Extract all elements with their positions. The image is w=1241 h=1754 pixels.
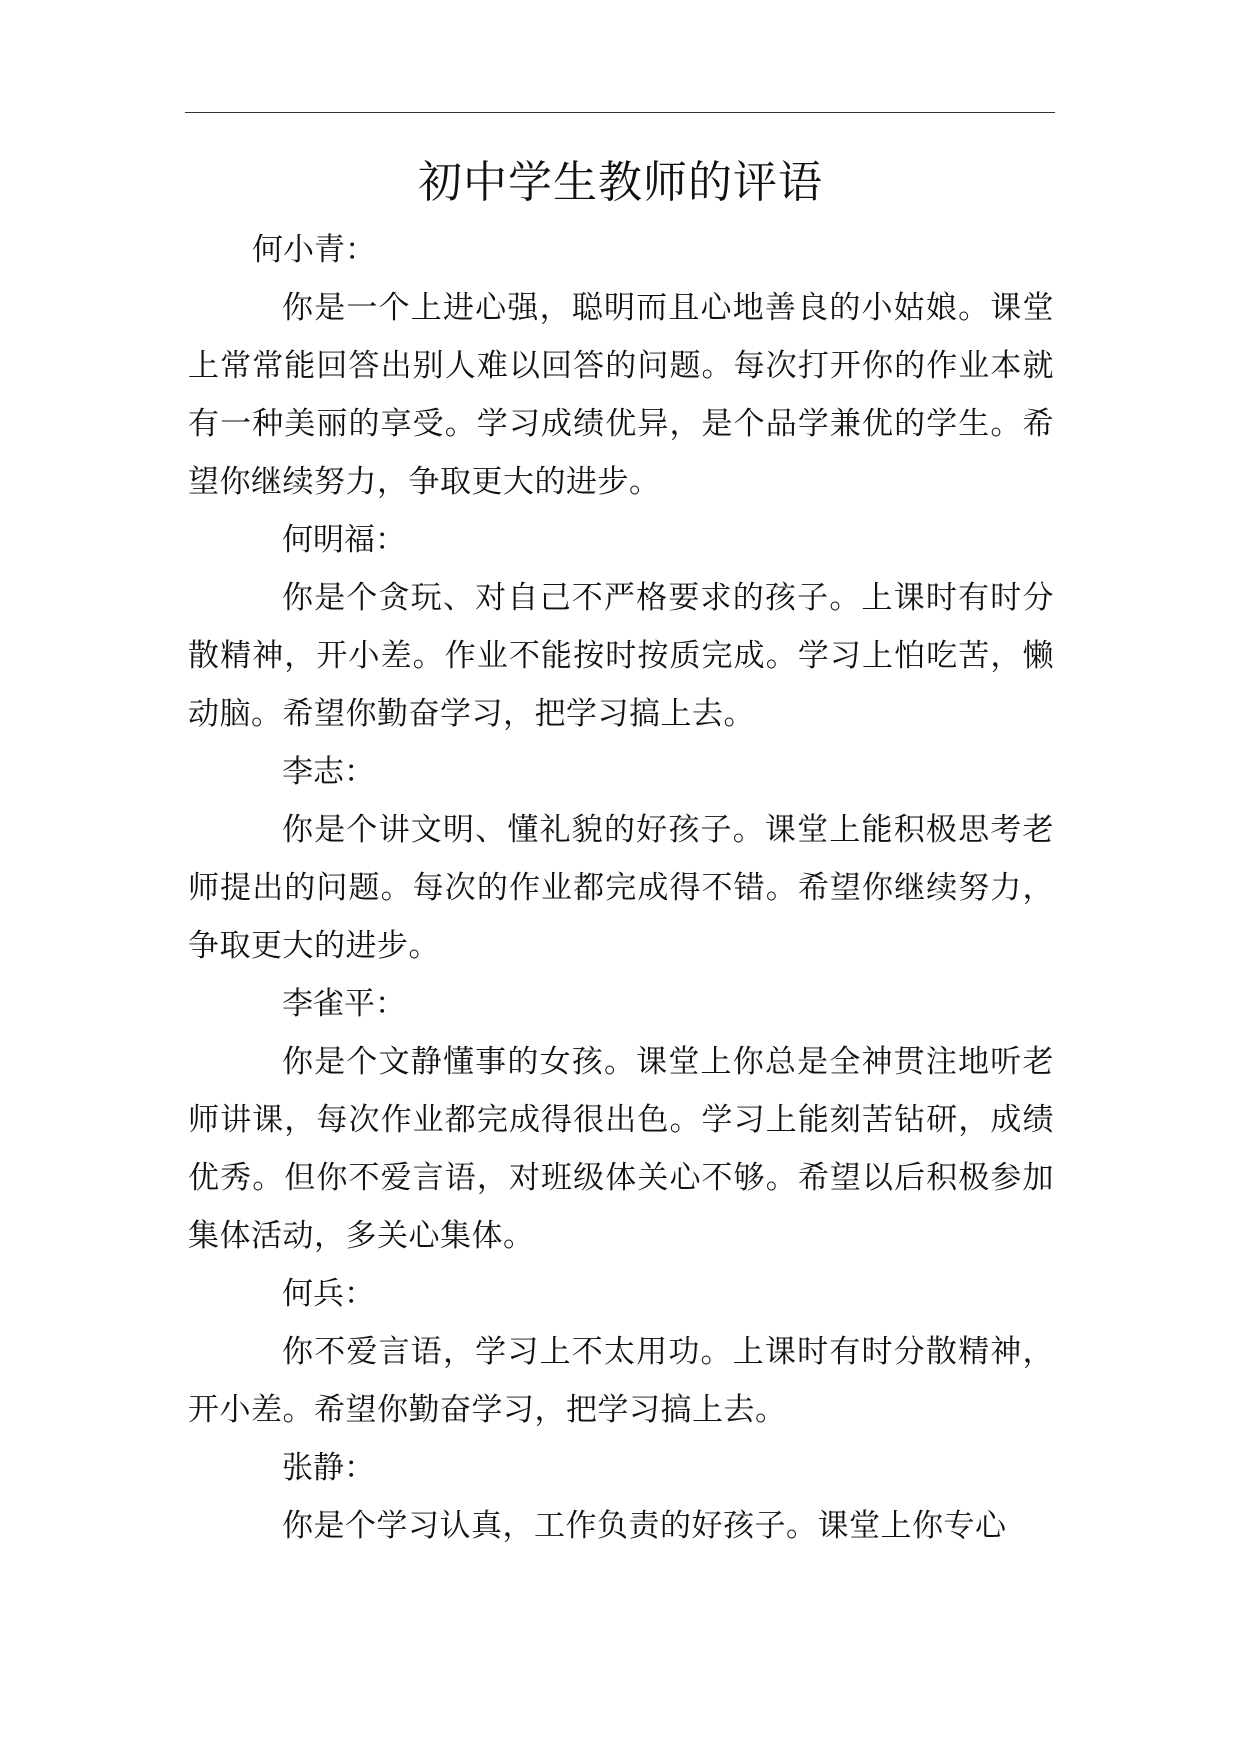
document-title: 初中学生教师的评语 <box>418 157 823 208</box>
header-rule <box>185 112 1055 113</box>
student-comment: 你是一个上进心强，聪明而且心地善良的小姑娘。课堂上常常能回答出别人难以回答的问题。每次打开你的作业本就有一种美丽的享受。学习成绩优异，是个品学兼优的学生。希望你继续努力，争取更大的进步。 <box>188 290 1054 500</box>
student-comment: 你是个讲文明、懂礼貌的好孩子。课堂上能积极思考老师提出的问题。每次的作业都完成得不错。希望你继续努力，争取更大的进步。 <box>188 812 1054 964</box>
student-name: 李雀平： <box>282 986 406 1022</box>
student-name: 李志： <box>282 754 375 790</box>
student-comment: 你不爱言语，学习上不太用功。上课时有时分散精神，开小差。希望你勤奋学习，把学习搞上去。 <box>188 1334 1054 1428</box>
student-name: 何明福： <box>282 522 406 558</box>
document-body <box>188 221 1054 1555</box>
student-name: 何小青： <box>252 232 376 268</box>
student-name: 何兵： <box>282 1276 375 1312</box>
student-name: 张静： <box>282 1450 375 1486</box>
student-comment: 你是个学习认真，工作负责的好孩子。课堂上你专心 <box>282 1508 1007 1544</box>
student-comment: 你是个文静懂事的女孩。课堂上你总是全神贯注地听老师讲课，每次作业都完成得很出色。学习上能刻苦钻研，成绩优秀。但你不爱言语，对班级体关心不够。希望以后积极参加集体活动，多关心集体。 <box>188 1044 1054 1254</box>
student-comment: 你是个贪玩、对自己不严格要求的孩子。上课时有时分散精神，开小差。作业不能按时按质完成。学习上怕吃苦，懒动脑。希望你勤奋学习，把学习搞上去。 <box>188 580 1054 732</box>
